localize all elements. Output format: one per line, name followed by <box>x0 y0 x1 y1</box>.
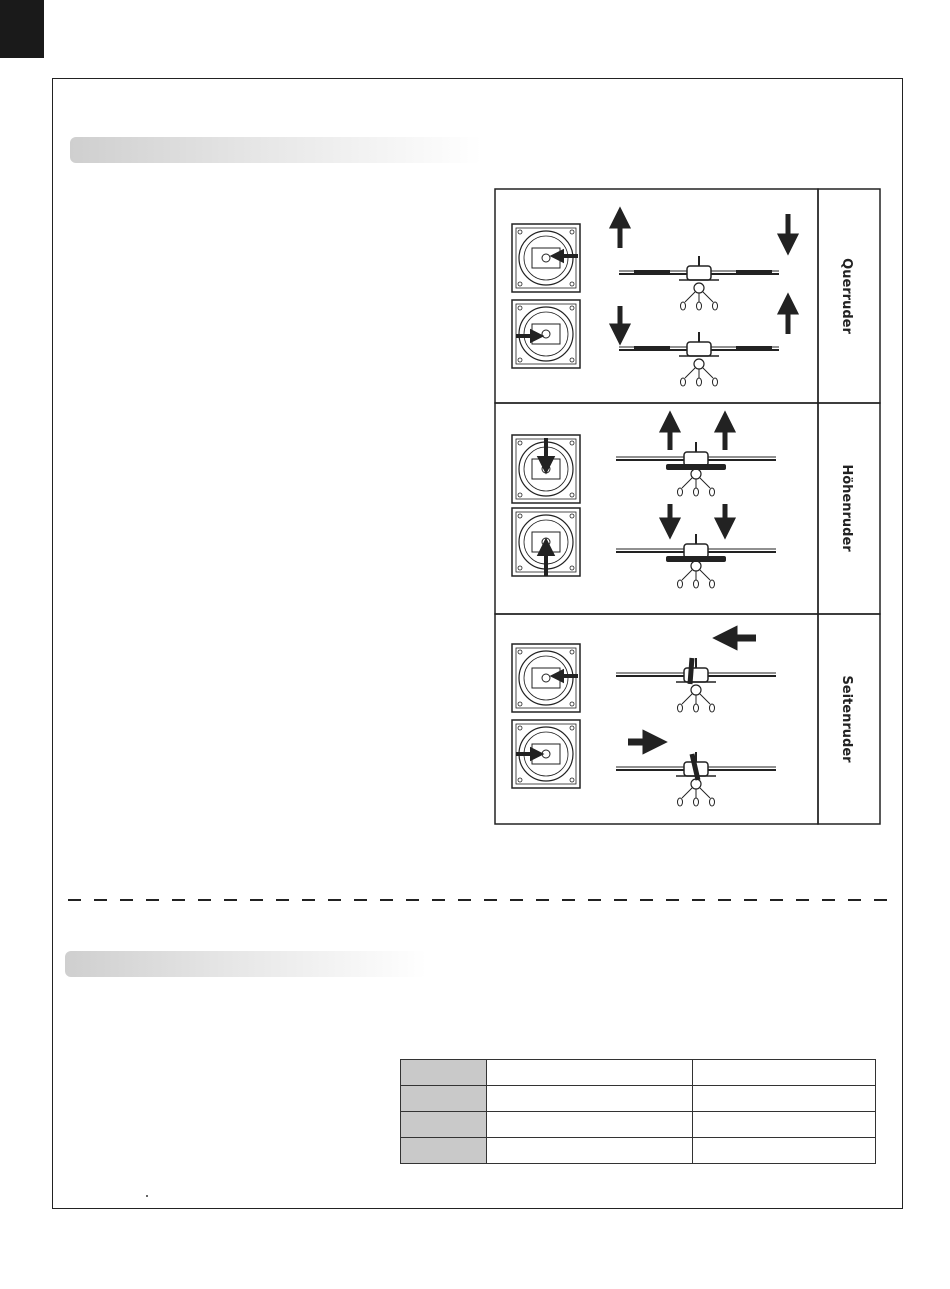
page-corner-tab <box>0 0 44 58</box>
table-cell <box>693 1060 876 1086</box>
table-cell <box>693 1086 876 1112</box>
dashed-divider <box>68 899 892 901</box>
spec-table <box>400 1059 876 1164</box>
row-label <box>401 1060 487 1086</box>
row-label <box>401 1112 487 1138</box>
table-row <box>401 1138 876 1164</box>
section-header-bar-1 <box>70 137 482 163</box>
table-cell <box>487 1138 693 1164</box>
label-querruder: Querruder <box>839 258 854 334</box>
section-header-bar-2 <box>65 951 427 977</box>
table-cell <box>693 1112 876 1138</box>
table-row <box>401 1112 876 1138</box>
table-row <box>401 1060 876 1086</box>
table-cell <box>487 1086 693 1112</box>
control-surface-diagram <box>494 188 882 826</box>
label-hoehenruder: Höhenruder <box>839 464 854 552</box>
stray-mark <box>146 1195 148 1197</box>
table-row <box>401 1086 876 1112</box>
table-cell <box>487 1060 693 1086</box>
row-label <box>401 1086 487 1112</box>
label-seitenruder: Seitenruder <box>839 675 854 763</box>
table-cell <box>487 1112 693 1138</box>
row-label <box>401 1138 487 1164</box>
table-cell <box>693 1138 876 1164</box>
